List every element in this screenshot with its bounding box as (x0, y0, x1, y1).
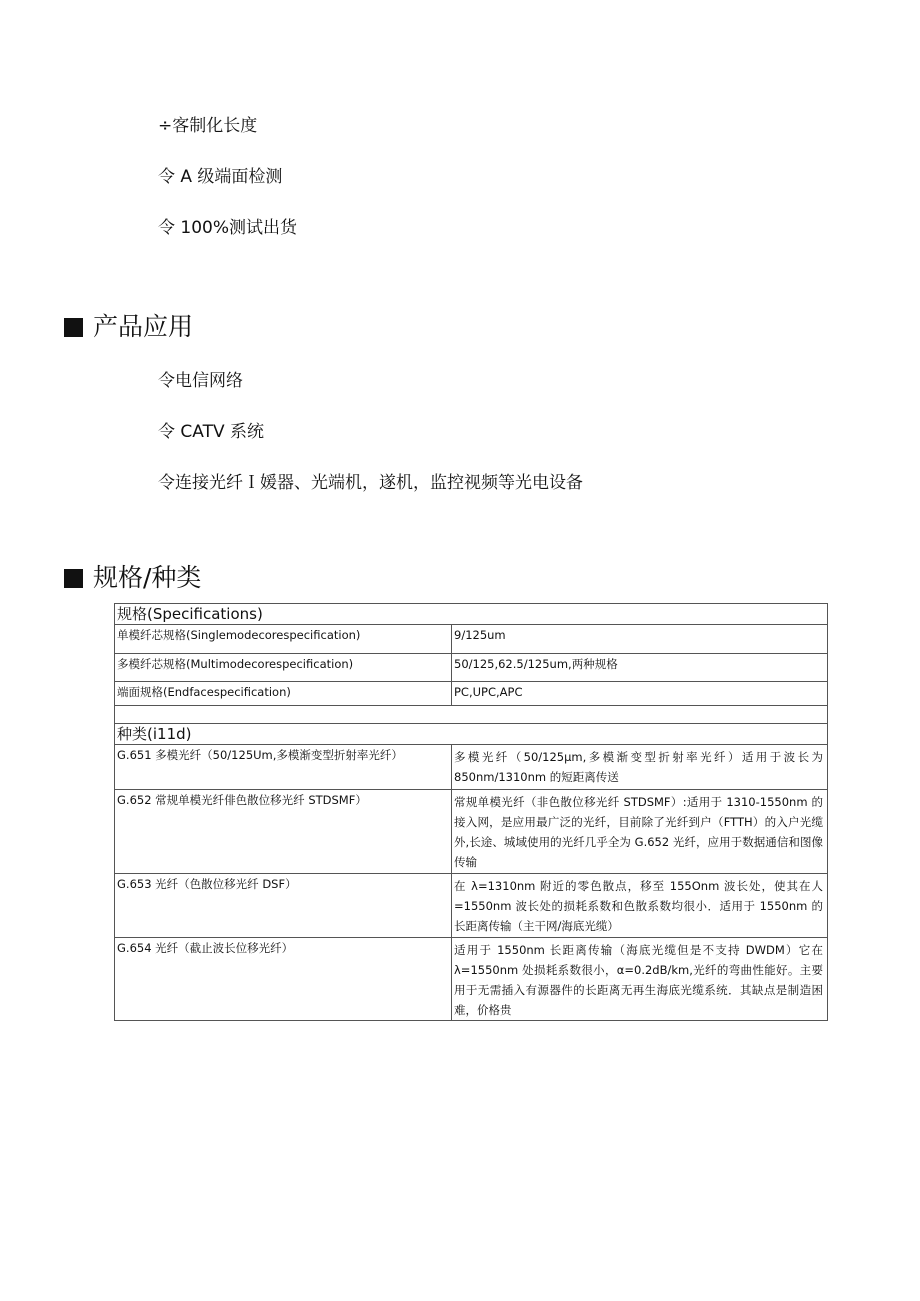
type-description: 常规单模光纤（非色散位移光纤 STDSMF）:适用于 1310-1550nm 的接入网，是应用最广泛的光纤，目前除了光纤到户（FTTH）的入户光缆外,长途、城域使用的光纤几乎全为 G.652 光纤，应用于数据通信和图像传输 (452, 790, 828, 874)
spec-label: 多模纤芯规格(Multimodecorespecification) (115, 654, 452, 682)
feature-full-testing: 令 100%测试出货 (158, 218, 298, 238)
square-bullet-icon (64, 318, 83, 337)
feature-grade-a-inspection: 令 A 级端面检测 (158, 167, 283, 187)
table-spacer-row (115, 706, 828, 724)
application-catv: 令 CATV 系统 (158, 422, 265, 442)
spec-table (114, 603, 828, 1021)
table-row (115, 724, 828, 745)
feature-custom-length: ÷客制化长度 (158, 116, 258, 136)
type-label: G.652 常规单模光纤俳色散位移光纤 STDSMF） (115, 790, 452, 874)
table-row (115, 790, 828, 874)
spec-value: 9/125um (452, 625, 828, 654)
table-row (115, 874, 828, 938)
table-row (115, 604, 828, 625)
application-equipment: 令连接光纤Ｉ媛器、光端机，遂机，监控视频等光电设备 (158, 473, 583, 493)
specs-heading-text: 规格/种类 (93, 563, 202, 592)
specs-heading (64, 563, 201, 593)
square-bullet-icon (64, 569, 83, 588)
spec-label: 端面规格(Endfacespecification) (115, 682, 452, 706)
table-row (115, 745, 828, 790)
application-telecom: 令电信网络 (158, 371, 243, 391)
type-description: 在 λ=1310nm 附近的零色散点，移至 155Onm 波长处，使其在人=1550nm 波长处的损耗系数和色散系数均很小．适用于 1550nm 的长距离传输（主干网/海底光缆） (452, 874, 828, 938)
table-row (115, 938, 828, 1021)
empty-cell (115, 706, 828, 724)
table-row (115, 625, 828, 654)
type-description: 多模光纤（50/125μm,多模渐变型折射率光纤）适用于波长为850nm/1310nm 的短距离传送 (452, 745, 828, 790)
type-section-header: 种类(i11d) (115, 724, 828, 745)
type-label: G.654 光纤（截止波长位移光纤） (115, 938, 452, 1021)
spec-value: 50/125,62.5/125um,两种规格 (452, 654, 828, 682)
spec-value: PC,UPC,APC (452, 682, 828, 706)
table-row (115, 654, 828, 682)
type-label: G.651 多模光纤（50/125Um,多模渐变型折射率光纤） (115, 745, 452, 790)
type-description: 适用于 1550nm 长距离传输（海底光缆但是不支持 DWDM）它在 λ=1550nm 处损耗系数很小，α=0.2dB/km,光纤的弯曲性能好。主要用于无需插入有源器件的长距离无再生海底光缆系统．其缺点是制造困难，价格贵 (452, 938, 828, 1021)
spec-section-header: 规格(Specifications) (115, 604, 828, 625)
spec-label: 单模纤芯规格(Singlemodecorespecification) (115, 625, 452, 654)
table-row (115, 682, 828, 706)
applications-heading (64, 312, 193, 342)
applications-heading-text: 产品应用 (93, 312, 194, 341)
type-label: G.653 光纤（色散位移光纤 DSF） (115, 874, 452, 938)
